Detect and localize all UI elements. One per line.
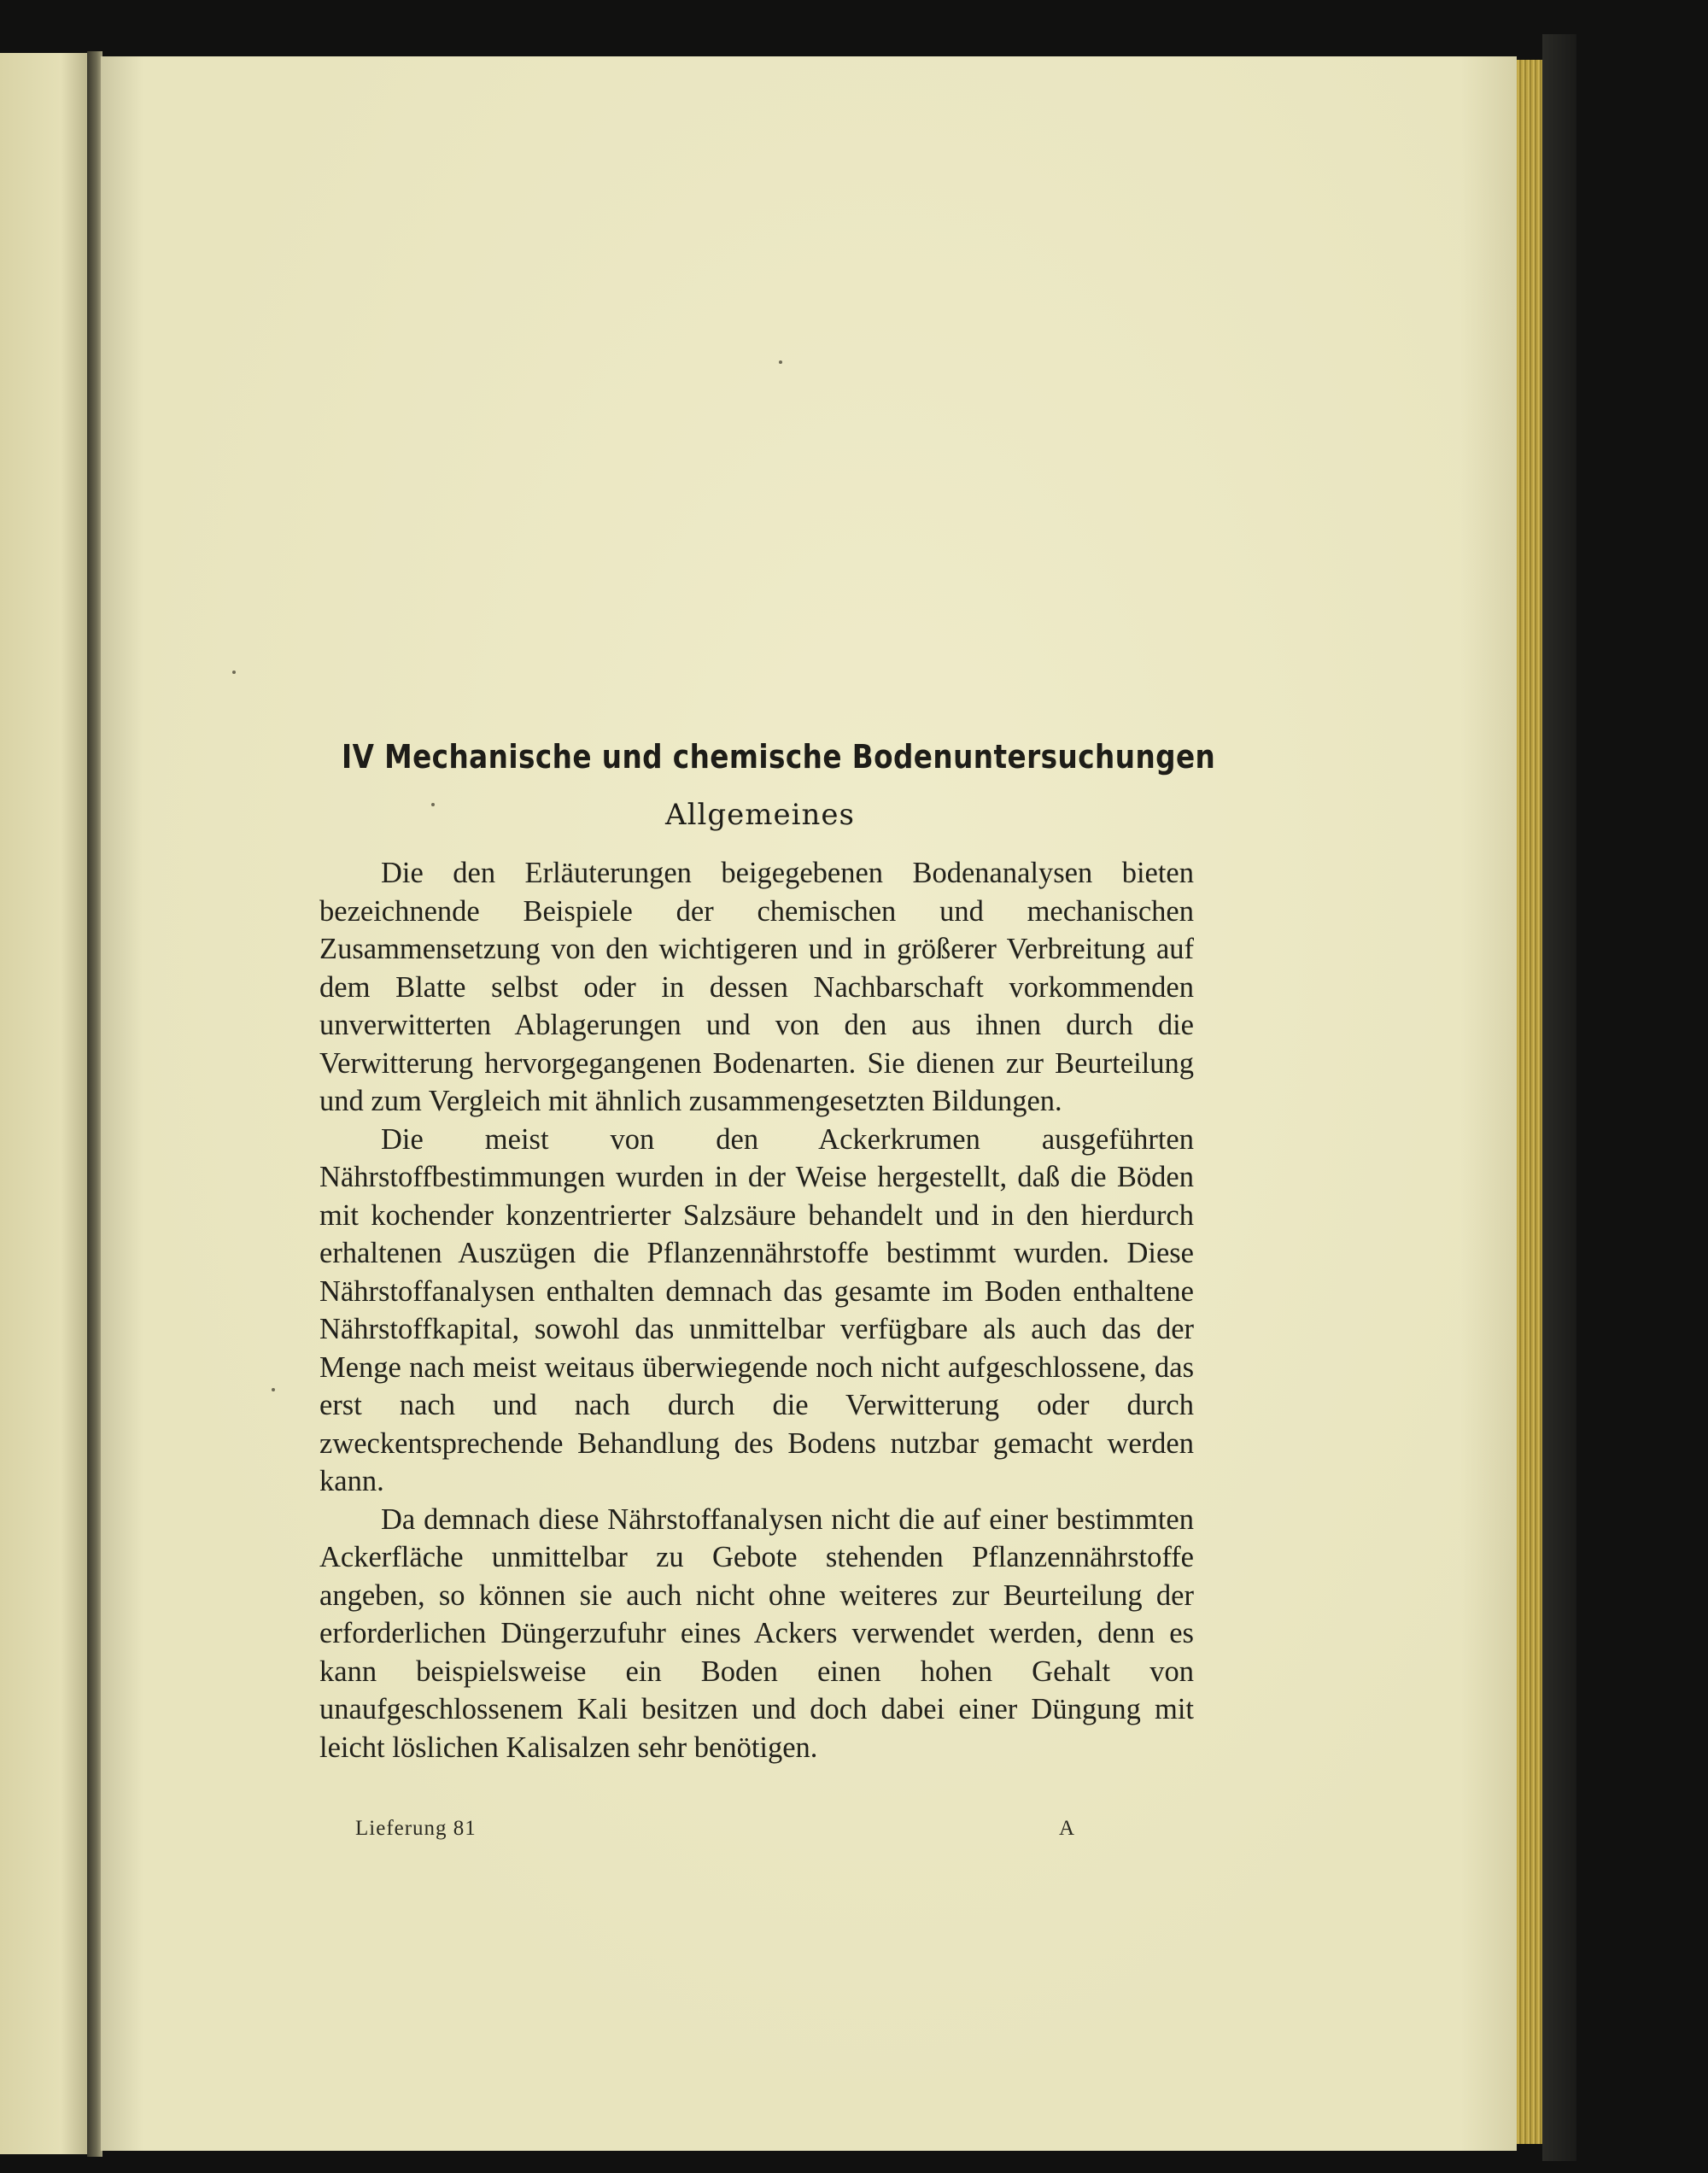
left-page-edge <box>0 53 87 2154</box>
paper-speck <box>232 671 236 674</box>
footer-signature-label: Lieferung 81 <box>355 1817 477 1840</box>
body-text <box>319 854 1194 1766</box>
paragraph-3: Da demnach diese Nährstoffanalysen nicht die auf einer bestimmten Ackerfläche unmittelbar zu Gebote stehenden Pflanzennährstoffe angeben, so können sie auch nicht ohne weiteres zur Beurteilung der erforderlichen Düngerzufuhr eines Ackers verwendet werden, denn es kann beispielsweise ein Boden einen hohen Gehalt von unaufgeschlossenem Kali besitzen und doch dabei einer Düngung mit leicht löslichen Kalisalzen sehr benötigen. <box>319 1502 1194 1764</box>
book-cover-edge <box>1542 34 1576 2161</box>
paper-speck <box>779 360 782 364</box>
section-title: Allgemeines <box>665 798 855 832</box>
paragraph-1: Die den Erläuterungen beigegebenen Bodenanalysen bieten bezeichnende Beispiele der chemischen und mechanischen Zusammensetzung von den wichtigeren und in größerer Verbreitung auf dem Blatte selbst oder in dessen Nachbarschaft vorkommenden unverwitterten Ablagerungen und von den aus ihnen durch die Verwitterung hervorgegangenen Bodenarten. Sie dienen zur Beurteilung und zum Vergleich mit ähnlich zusammengesetzten Bildungen. <box>319 857 1194 1117</box>
paper-speck <box>272 1388 275 1391</box>
chapter-title: IV Mechanische und chemische Bodenuntersuchungen <box>342 738 1216 776</box>
footer-sheet-mark: A <box>1059 1817 1076 1840</box>
gilded-page-edges <box>1517 60 1542 2144</box>
paper-speck <box>431 803 435 806</box>
paragraph-2: Die meist von den Ackerkrumen ausgeführten Nährstoffbestimmungen wurden in der Weise hergestellt, daß die Böden mit kochender konzentrierter Salzsäure behandelt und in den hierdurch erhaltenen Auszügen die Pflanzennährstoffe bestimmt wurden. Diese Nährstoffanalysen enthalten demnach das gesamte im Boden enthaltene Nährstoffkapital, sowohl das unmittelbar verfügbare als auch das der Menge nach meist weitaus überwiegende noch nicht aufgeschlossene, das erst nach und nach durch die Verwitterung oder durch zweckentsprechende Behandlung des Bodens nutzbar gemacht werden kann. <box>319 1122 1194 1497</box>
